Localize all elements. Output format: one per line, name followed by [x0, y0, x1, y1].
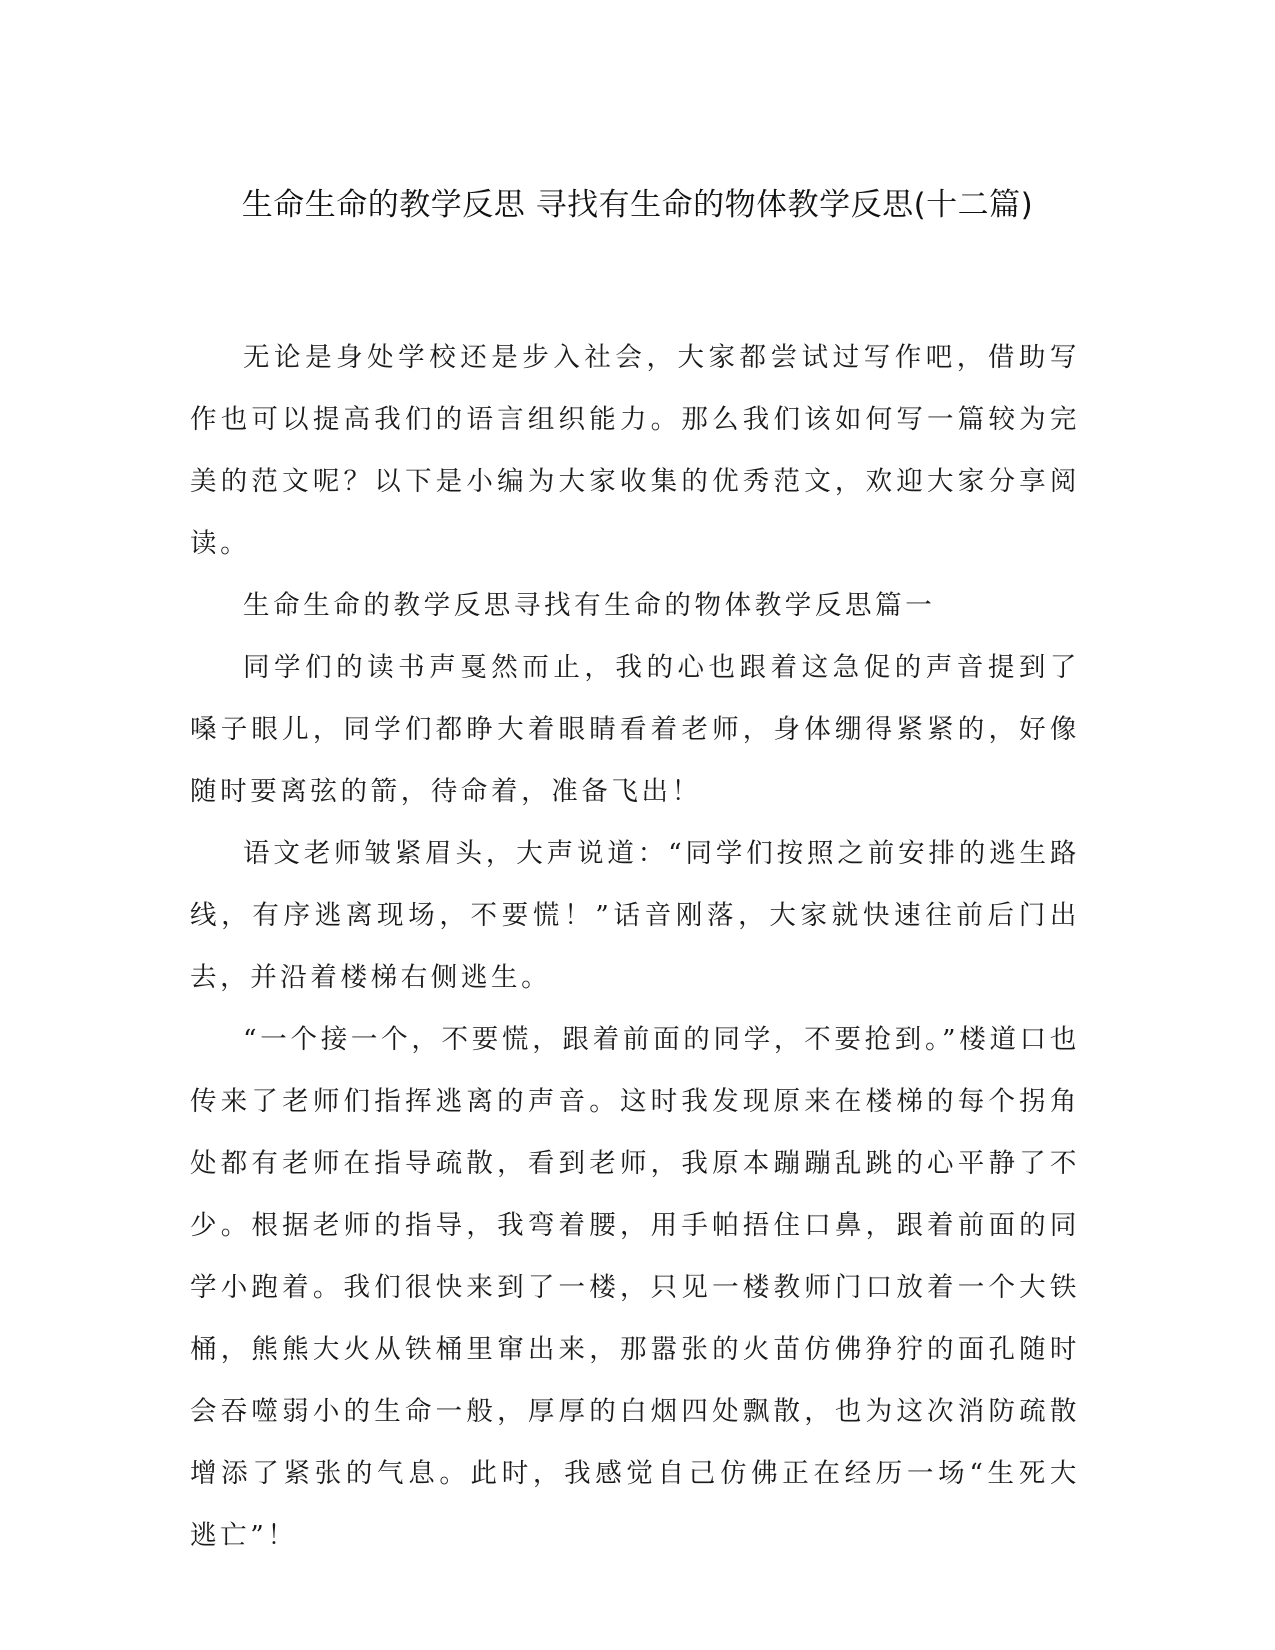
body-paragraph: 语文老师皱紧眉头，大声说道：“同学们按照之前安排的逃生路线，有序逃离现场，不要慌！”话音刚落，大家就快速往前后门出去，并沿着楼梯右侧逃生。 — [190, 838, 1080, 993]
body-paragraph: 同学们的读书声戛然而止，我的心也跟着这急促的声音提到了嗓子眼儿，同学们都睁大着眼睛看着老师，身体绷得紧紧的，好像随时要离弦的箭，待命着，准备飞出！ — [190, 652, 1080, 807]
body-paragraph: “一个接一个，不要慌，跟着前面的同学，不要抢到。”楼道口也传来了老师们指挥逃离的声音。这时我发现原来在楼梯的每个拐角处都有老师在指导疏散，看到老师，我原本蹦蹦乱跳的心平静了不少。根据老师的指导，我弯着腰，用手帕捂住口鼻，跟着前面的同学小跑着。我们很快来到了一楼，只见一楼教师门口放着一个大铁桶，熊熊大火从铁桶里窜出来，那嚣张的火苗仿佛狰狞的面孔随时会吞噬弱小的生命一般，厚厚的白烟四处飘散，也为这次消防疏散增添了紧张的气息。此时，我感觉自己仿佛正在经历一场“生死大逃亡”！ — [190, 1024, 1080, 1551]
intro-paragraph: 无论是身处学校还是步入社会，大家都尝试过写作吧，借助写作也可以提高我们的语言组织能力。那么我们该如何写一篇较为完美的范文呢？以下是小编为大家收集的优秀范文，欢迎大家分享阅读。 — [190, 342, 1080, 559]
document-title: 生命生命的教学反思 寻找有生命的物体教学反思(十二篇) — [241, 187, 1034, 223]
document-body — [190, 327, 1080, 1567]
section-heading: 生命生命的教学反思寻找有生命的物体教学反思篇一 — [243, 590, 936, 621]
